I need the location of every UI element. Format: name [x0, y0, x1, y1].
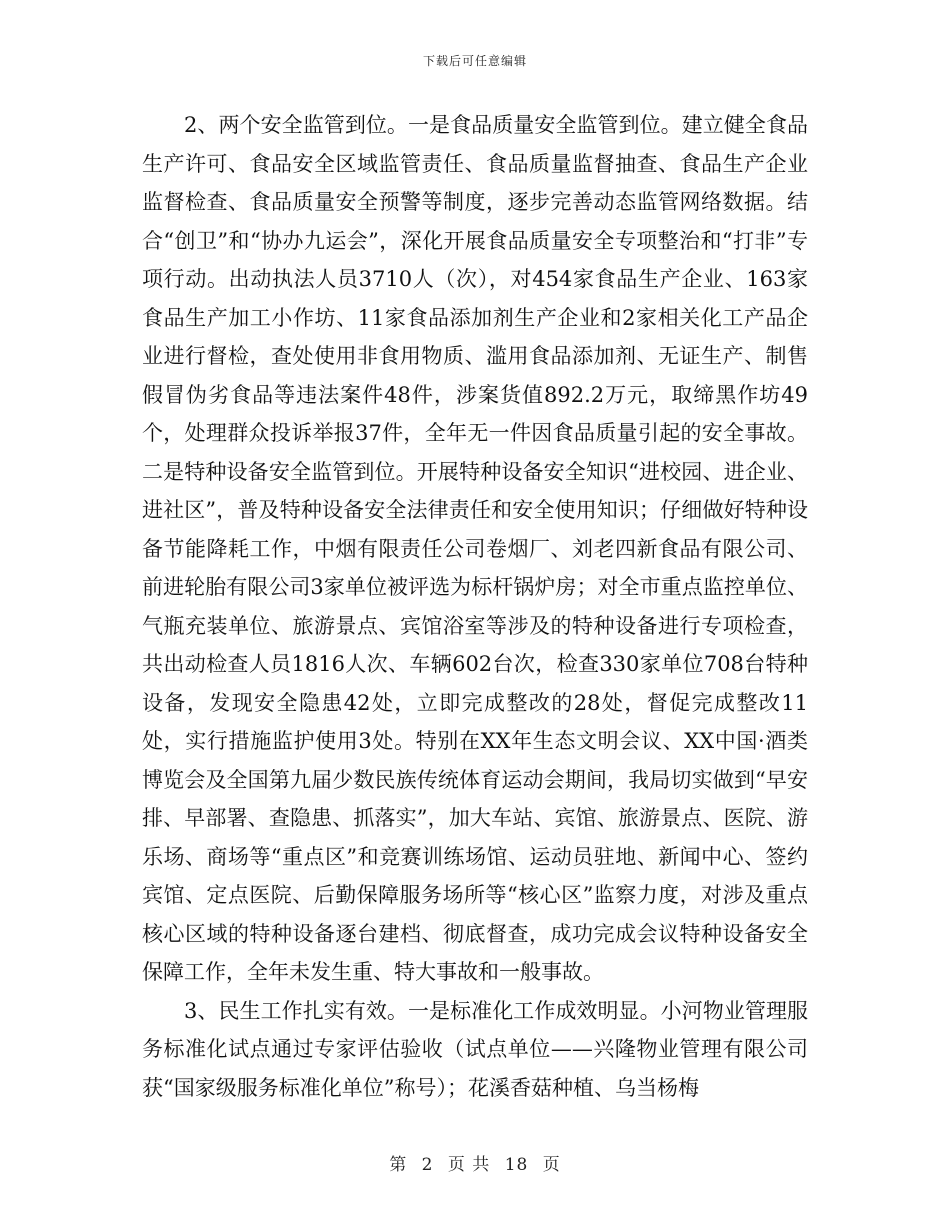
document-body [142, 106, 808, 1107]
total-pages-number: 18 [504, 1155, 529, 1175]
footer-prefix: 第 [389, 1155, 408, 1175]
header-note: 下载后可任意编辑 [422, 54, 527, 68]
page-footer [0, 1150, 950, 1175]
paragraph-livelihood-work: 3、民生工作扎实有效。一是标准化工作成效明显。小河物业管理服务标准化试点通过专家评估验收（试点单位——兴隆物业管理有限公司获“国家级服务标准化单位”称号）；花溪香菇种植、乌当杨梅 [142, 998, 808, 1100]
paragraph-safety-supervision: 2、两个安全监管到位。一是食品质量安全监管到位。建立健全食品生产许可、食品安全区域监管责任、食品质量监督抽查、食品生产企业监督检查、食品质量安全预警等制度，逐步完善动态监管网络数据。结合“创卫”和“协办九运会”，深化开展食品质量安全专项整治和“打非”专项行动。出动执法人员3710人（次），对454家食品生产企业、163家食品生产加工小作坊、11家食品添加剂生产企业和2家相关化工产品企业进行督检，查处使用非食用物质、滥用食品添加剂、无证生产、制售假冒伪劣食品等违法案件48件，涉案货值892.2万元，取缔黑作坊49个，处理群众投诉举报37件，全年无一件因食品质量引起的安全事故。二是特种设备安全监管到位。开展特种设备安全知识“进校园、进企业、进社区”，普及特种设备安全法律责任和安全使用知识；仔细做好特种设备节能降耗工作，中烟有限责任公司卷烟厂、刘老四新食品有限公司、前进轮胎有限公司3家单位被评选为标杆锅炉房；对全市重点监控单位、气瓶充装单位、旅游景点、宾馆浴室等涉及的特种设备进行专项检查，共出动检查人员1816人次、车辆602台次，检查330家单位708台特种设备，发现安全隐患42处，立即完成整改的28处，督促完成整改11处，实行措施监护使用3处。特别在XX年生态文明会议、XX中国·酒类博览会及全国第九届少数民族传统体育运动会期间，我局切实做到“早安排、早部署、查隐患、抓落实”，加大车站、宾馆、旅游景点、医院、游乐场、商场等“重点区”和竞赛训练场馆、运动员驻地、新闻中心、签约宾馆、定点医院、后勤保障服务场所等“核心区”监察力度，对涉及重点核心区域的特种设备逐台建档、彻底督查，成功完成会议特种设备安全保障工作，全年未发生重、特大事故和一般事故。 [142, 113, 808, 984]
current-page-number: 2 [421, 1155, 434, 1175]
footer-suffix: 页 [542, 1155, 561, 1175]
footer-middle: 页 共 [447, 1155, 491, 1175]
